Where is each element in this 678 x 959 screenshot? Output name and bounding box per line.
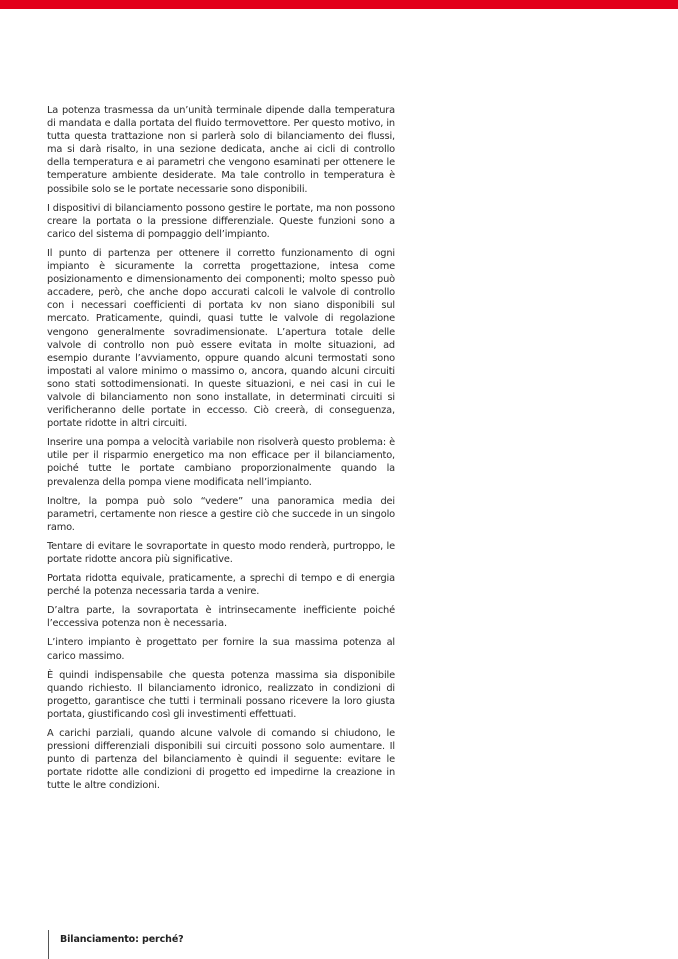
paragraph: Portata ridotta equivale, praticamente, a sprechi di tempo e di energia perché la potenza necessaria tarda a venire. bbox=[47, 573, 395, 598]
paragraph: I dispositivi di bilanciamento possono gestire le portate, ma non possono creare la portata o la pressione differenziale. Queste funzioni sono a carico del sistema di pompaggio dell’impianto. bbox=[47, 202, 395, 240]
paragraph: Il punto di partenza per ottenere il corretto funzionamento di ogni impianto è sicuramente la corretta progettazione, intesa come posizionamento e dimensionamento dei componenti; molto spesso può accadere, però, che anche dopo accurati calcoli le valvole di controllo con i necessari coefficienti di portata kv non siano disponibili sul mercato. Praticamente, quindi, quasi tutte le valvole di regolazione vengono generalmente sovradimensionate. L’apertura totale delle valvole di controllo non può essere evitata in molte situazioni, ad esempio durante l’avviamento, oppure quando alcuni termostati sono impostati al valore minimo o massimo o, ancora, quando alcuni circuiti sono stati sottodimensionati. In queste situazioni, e nei casi in cui le valvole di bilanciamento non sono installate, in determinati circuiti si verificheranno delle portate in eccesso. Ciò creerà, di conseguenza, portate ridotte in altri circuiti. bbox=[47, 247, 395, 430]
paragraph: A carichi parziali, quando alcune valvole di comando si chiudono, le pressioni differenziali disponibili sui circuiti possono solo aumentare. Il punto di partenza del bilanciamento è quindi il seguente: evitare le portate ridotte alle condizioni di progetto ed impedirne la creazione in tutte le altre condizioni. bbox=[47, 728, 395, 792]
paragraph: L’intero impianto è progettato per fornire la sua massima potenza al carico massimo. bbox=[47, 637, 395, 662]
paragraph: Inserire una pompa a velocità variabile non risolverà questo problema: è utile per il risparmio energetico ma non efficace per il bilanciamento, poiché tutte le portate cambiano proporzionalmente quando la prevalenza della pompa viene modificata nell’impianto. bbox=[47, 437, 395, 488]
paragraph: La potenza trasmessa da un’unità terminale dipende dalla temperatura di mandata e dalla portata del fluido termovettore. Per questo motivo, in tutta questa trattazione non si parlerà solo di bilanciamento dei flussi, ma si darà risalto, in una sezione dedicata, anche ai cicli di controllo della temperatura e ai parametri che vengono esaminati per ottenere le temperature ambiente desiderate. Ma tale controllo in temperatura è possibile solo se le portate necessarie sono disponibili. bbox=[47, 105, 395, 195]
footer-divider bbox=[48, 930, 49, 959]
paragraph: Inoltre, la pompa può solo “vedere” una panoramica media dei parametri, certamente non riesce a gestire ciò che succede in un singolo ramo. bbox=[47, 495, 395, 533]
top-accent-bar bbox=[0, 0, 678, 9]
paragraph: Tentare di evitare le sovraportate in questo modo renderà, purtroppo, le portate ridotte ancora più significative. bbox=[47, 540, 395, 565]
paragraph: È quindi indispensabile che questa potenza massima sia disponibile quando richiesto. Il bilanciamento idronico, realizzato in condizioni di progetto, garantisce che tutti i terminali possano ricevere la loro giusta portata, giustificando così gli investimenti effettuati. bbox=[47, 669, 395, 720]
footer-section-title: Bilanciamento: perché? bbox=[60, 934, 184, 945]
paragraph: D’altra parte, la sovraportata è intrinsecamente inefficiente poiché l’eccessiva potenza non è necessaria. bbox=[47, 605, 395, 630]
body-text bbox=[47, 104, 395, 799]
